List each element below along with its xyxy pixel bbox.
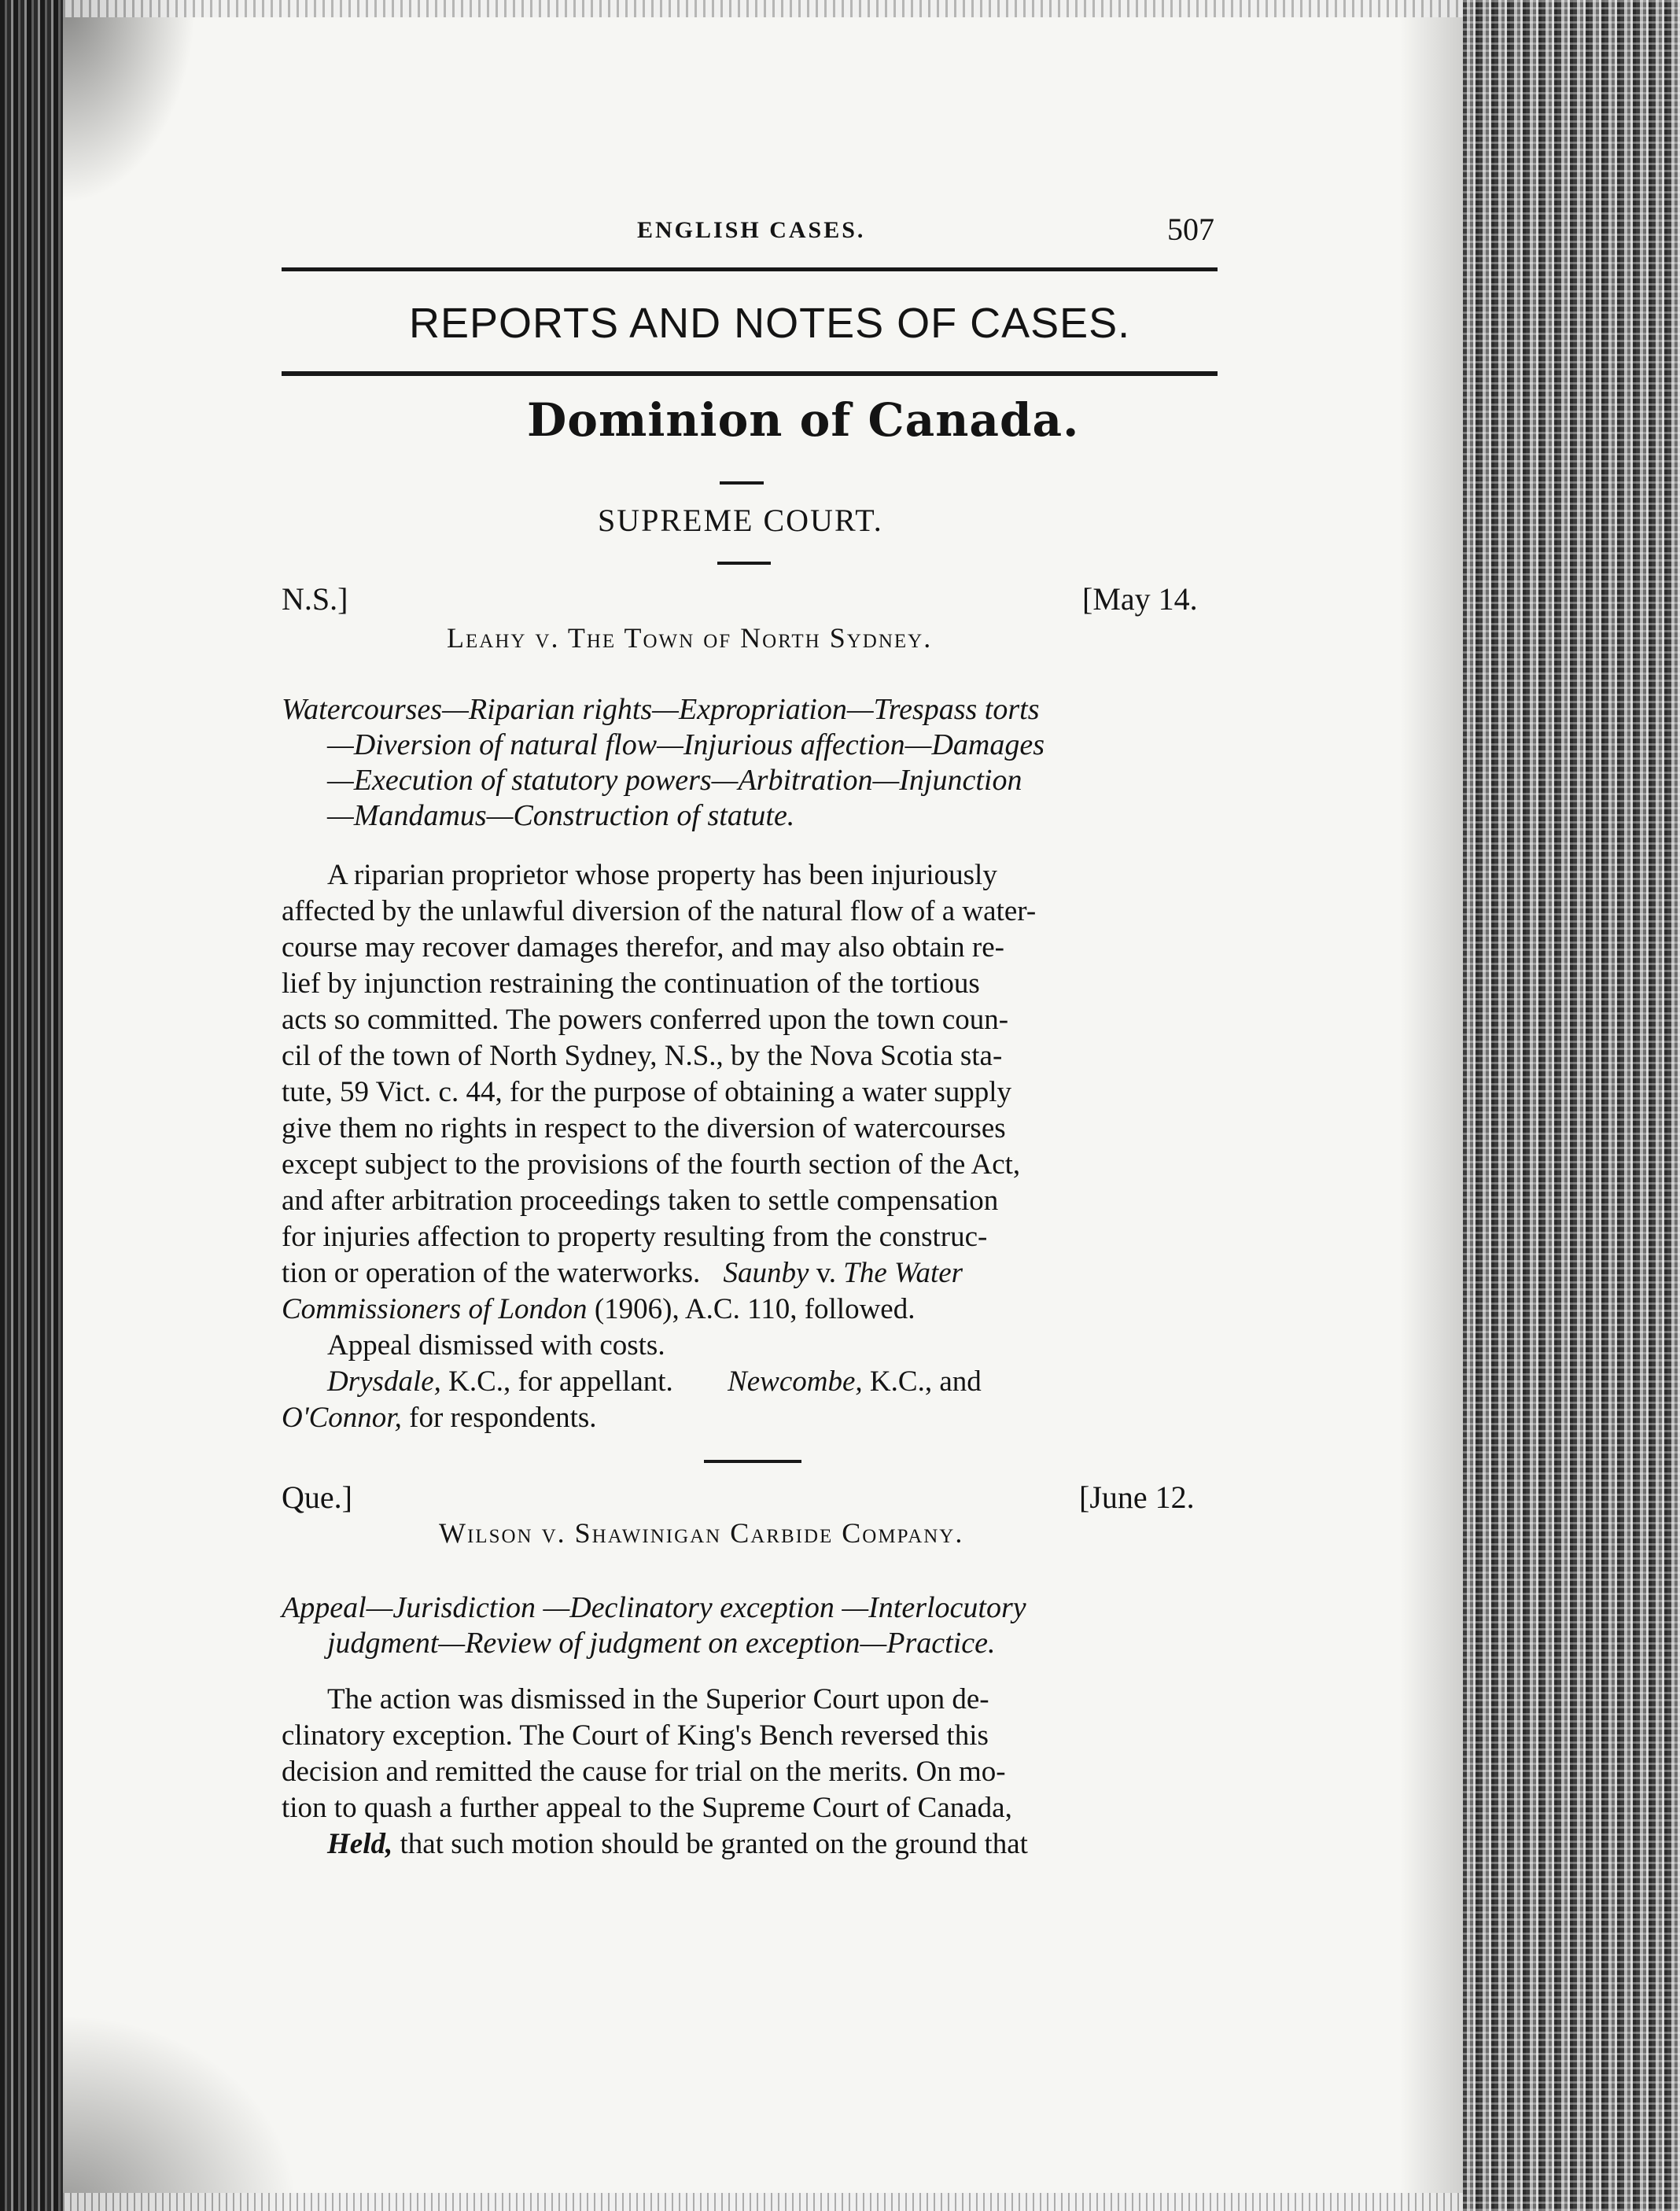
- scan-shadow-bottom-left: [63, 2014, 299, 2211]
- counsel-line: [282, 1364, 1225, 1400]
- body-line: A riparian proprietor whose property has been injuriously: [327, 859, 997, 891]
- body-line: except subject to the provisions of the fourth section of the Act,: [282, 1148, 1021, 1181]
- court-dash: [717, 562, 771, 565]
- scan-noise-top: [63, 0, 1463, 17]
- scan-shadow-top-left: [63, 0, 197, 205]
- case1-body: [282, 857, 1225, 1436]
- body-line: [282, 1292, 1225, 1328]
- body-line: [282, 1255, 1225, 1292]
- citation-party: The Water: [843, 1257, 963, 1289]
- held-line: [282, 1826, 1225, 1863]
- case2-province: Que.]: [282, 1480, 352, 1515]
- case1-province: N.S.]: [282, 581, 348, 617]
- case1-result: Appeal dismissed with costs.: [327, 1329, 665, 1362]
- body-line: decision and remitted the cause for trial on the merits. On mo-: [282, 1756, 1006, 1788]
- header-rule: [282, 267, 1218, 271]
- held-label: Held,: [327, 1828, 393, 1860]
- body-line: tute, 59 Vict. c. 44, for the purpose of obtaining a water supply: [282, 1076, 1012, 1108]
- counsel-name: Newcombe,: [728, 1365, 863, 1398]
- page-edge-shading: [1400, 0, 1471, 2211]
- headnote-line: —Mandamus—Construction of statute.: [327, 799, 795, 832]
- ornament-dash: [720, 481, 764, 485]
- case1-headnote: [282, 692, 1225, 834]
- headnote-line: —Diversion of natural flow—Injurious affection—Damages: [327, 728, 1044, 761]
- body-line: The action was dismissed in the Superior Court upon de-: [327, 1683, 989, 1715]
- counsel-line: [282, 1400, 1225, 1436]
- body-line: and after arbitration proceedings taken to settle compensation: [282, 1185, 999, 1217]
- page-number: 507: [1167, 212, 1214, 247]
- held-text: that such motion should be granted on the ground that: [392, 1828, 1028, 1860]
- counsel-name: O'Connor,: [282, 1402, 402, 1434]
- headnote-line: —Execution of statutory powers—Arbitration—Injunction: [327, 764, 1022, 797]
- citation-party: Saunby: [723, 1257, 809, 1289]
- counsel-role: for respondents.: [401, 1402, 597, 1434]
- body-line: for injuries affection to property resulting from the construc-: [282, 1221, 988, 1253]
- court-heading: SUPREME COURT.: [598, 503, 883, 538]
- body-line: tion to quash a further appeal to the Supreme Court of Canada,: [282, 1792, 1012, 1824]
- headnote-line: Appeal—Jurisdiction —Declinatory exception —Interlocutory: [282, 1591, 1026, 1624]
- case2-date: [June 12.: [1079, 1480, 1195, 1515]
- body-line: affected by the unlawful diversion of the natural flow of a water-: [282, 895, 1037, 927]
- body-line: acts so committed. The powers conferred upon the town coun-: [282, 1004, 1009, 1036]
- running-head: ENGLISH CASES.: [637, 217, 866, 243]
- case2-body: [282, 1682, 1225, 1863]
- citation-v: v.: [809, 1257, 844, 1289]
- section-rule: [282, 371, 1218, 376]
- counsel-role: K.C., for appellant.: [440, 1365, 673, 1398]
- body-line: clinatory exception. The Court of King's Bench reversed this: [282, 1719, 989, 1752]
- case1-title: Leahy v. The Town of North Sydney.: [447, 622, 933, 654]
- section-title: REPORTS AND NOTES OF CASES.: [409, 300, 1131, 347]
- counsel-role: K.C., and: [862, 1365, 982, 1398]
- counsel-name: Drysdale,: [327, 1365, 441, 1398]
- body-line: lief by injunction restraining the continuation of the tortious: [282, 967, 980, 1000]
- body-text: tion or operation of the waterworks.: [282, 1257, 701, 1289]
- jurisdiction-heading: Dominion of Canada.: [527, 393, 1080, 447]
- headnote-line: Watercourses—Riparian rights—Expropriation—Trespass torts: [282, 693, 1040, 726]
- case2-headnote: [282, 1590, 1225, 1661]
- body-line: course may recover damages therefor, and may also obtain re-: [282, 931, 1005, 964]
- case-separator: [704, 1460, 801, 1463]
- case1-date: [May 14.: [1082, 581, 1198, 617]
- body-line: cil of the town of North Sydney, N.S., by the Nova Scotia sta-: [282, 1040, 1003, 1072]
- body-line: give them no rights in respect to the diversion of watercourses: [282, 1112, 1006, 1144]
- page-edges-right: [1463, 0, 1680, 2211]
- citation-ref: (1906), A.C. 110, followed.: [587, 1293, 916, 1325]
- citation-party: Commissioners of London: [282, 1293, 588, 1325]
- case2-title: Wilson v. Shawinigan Carbide Company.: [439, 1517, 964, 1549]
- headnote-line: judgment—Review of judgment on exception—Practice.: [327, 1627, 996, 1660]
- scan-noise-bottom: [63, 2193, 1463, 2211]
- binding-shadow-left: [0, 0, 63, 2211]
